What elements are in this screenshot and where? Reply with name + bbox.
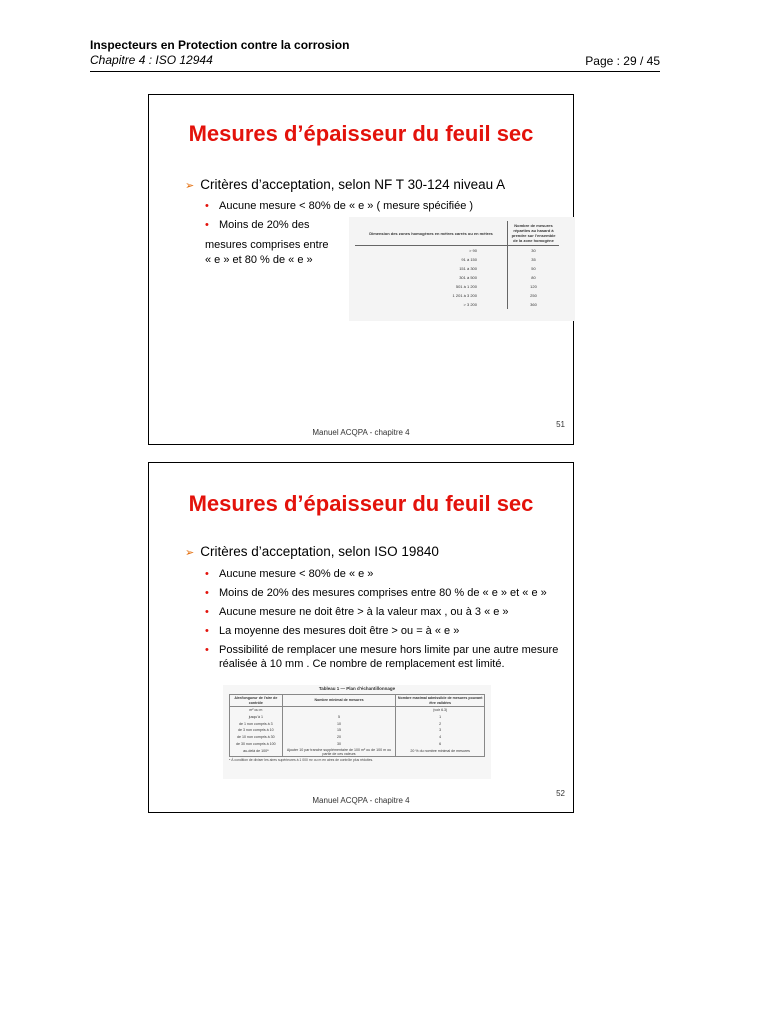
sub-bullet-text: La moyenne des mesures doit être > ou = à « e » [219,625,460,637]
sub-bullet-text: Moins de 20% des [219,219,310,231]
slide-51 [148,94,574,445]
sampling-plan-table [229,694,485,757]
sub-bullet [205,643,565,671]
table-cell: de 1 non compris à 3 [230,721,283,728]
table-cell: > 90 [355,246,508,256]
table-footnote: ᵃ À condition de diviser les aires supérieures à 1 000 m² ou m en aires de contrôle plus réduites. [229,757,374,762]
main-bullet [185,177,505,192]
table-cell: 2 [396,721,485,728]
slide-title: Mesures d’épaisseur du feuil sec [188,491,534,516]
document-title: Inspecteurs en Protection contre la corrosion [90,38,350,52]
table-cell: 1 [396,714,485,721]
bullet-dot-icon: • [205,644,209,656]
sub-bullet [205,586,565,600]
document-chapter: Chapitre 4 : ISO 12944 [90,53,213,67]
table-row [355,246,559,256]
bullet-dot-icon: • [205,606,209,618]
sub-bullet-text: Moins de 20% des mesures comprises entre 80 % de « e » et « e » [219,587,547,599]
table-cell: jusqu'à 1 [230,714,283,721]
table-cell: 120 [530,284,537,289]
scanned-table-image [349,217,575,321]
slide-number: 51 [556,420,565,429]
bullet-dot-icon: • [205,587,209,599]
table-cell: Ajouter 10 par tranche supplémentaire de 100 m² ou de 100 m ou partie de ces valeurs [282,748,396,757]
arrow-bullet-icon: ➢ [185,547,195,559]
sampling-table [355,221,559,309]
arrow-bullet-icon: ➢ [185,180,195,192]
table-header: Nombre minimal de mesures [282,695,396,707]
bullet-dot-icon: • [205,568,209,580]
table-cell: au-delà de 100ᵃ [230,748,283,757]
table-row [355,282,559,291]
slide-52 [148,462,574,813]
table-cell: 301 à 500 [355,273,508,282]
table-header: Nombre de mesures réparties au hasard à prendre sur l'ensemble de la zone homogène [508,221,560,246]
table-row [230,707,485,714]
sub-bullet-text: Aucune mesure < 80% de « e » [219,568,374,580]
sub-bullet-text: Aucune mesure ne doit être > à la valeur max , ou à 3 « e » [219,606,509,618]
table-row [230,748,485,757]
table-row [230,721,485,728]
sub-bullet-text: Possibilité de remplacer une mesure hors limite par une autre mesure réalisée à 10 mm . Ce nombre de remplacement est limité. [219,644,559,670]
table-row [230,734,485,741]
table-cell: m² ou m [230,707,283,714]
table-cell: 151 à 300 [355,264,508,273]
slide-footer: Manuel ACQPA - chapitre 4 [312,428,410,437]
table-cell: 15 [282,727,396,734]
table-cell: 20 % du nombre minimal de mesures [396,748,485,757]
bullet-dot-icon: • [205,625,209,637]
table-row [230,741,485,748]
continuation-line: « e » et 80 % de « e » [205,254,313,266]
table-cell: de 10 non compris à 30 [230,734,283,741]
table-cell [282,707,396,714]
table-row [355,300,559,309]
table-cell: 80 [531,275,536,280]
table-cell: (voir 6.3) [396,707,485,714]
table-row [355,255,559,264]
sub-bullet-continuation [205,238,329,268]
slide-footer: Manuel ACQPA - chapitre 4 [312,796,410,805]
page-header [90,38,660,67]
table-cell: de 30 non compris à 100 [230,741,283,748]
table-cell: 91 à 150 [355,255,508,264]
table-cell: 4 [396,734,485,741]
table-cell: 3 [396,727,485,734]
header-rule [90,71,660,72]
page-number: Page : 29 / 45 [585,54,660,68]
table-cell: 6 [396,741,485,748]
table-row [230,714,485,721]
bullet-dot-icon: • [205,219,209,231]
main-bullet [185,544,439,559]
table-cell: 1 201 à 3 200 [355,291,508,300]
table-cell: 20 [282,734,396,741]
table-header: Dimension des zones homogènes en mètres carrés ou en mètres [355,221,508,246]
continuation-line: mesures comprises entre [205,239,329,251]
sub-bullet-text: Aucune mesure < 80% de « e » ( mesure spécifiée ) [219,200,474,212]
slide-number: 52 [556,789,565,798]
table-header: Nombre maximal admissible de mesures pouvant être validées [396,695,485,707]
table-cell: 35 [531,257,536,262]
sub-bullet [205,199,545,213]
table-cell: 30 [282,741,396,748]
table-cell: 30 [531,248,536,253]
table-cell: 250 [530,293,537,298]
main-bullet-text: Critères d’acceptation, selon NF T 30-124 niveau A [200,177,506,192]
bullet-dot-icon: • [205,200,209,212]
table-header: Aire/longueur de l'aire de contrôle [230,695,283,707]
table-cell: 5 [282,714,396,721]
table-cell: 360 [530,302,537,307]
table-cell: > 3 200 [355,300,508,309]
table-cell: 10 [282,721,396,728]
sub-bullet [205,605,565,619]
scanned-table-image [223,685,491,779]
table-row [355,264,559,273]
slide-title: Mesures d’épaisseur du feuil sec [188,121,534,146]
table-cell: de 3 non compris à 10 [230,727,283,734]
table-cell: 501 à 1 200 [355,282,508,291]
table-row [355,273,559,282]
main-bullet-text: Critères d’acceptation, selon ISO 19840 [200,544,439,559]
sub-bullet [205,624,565,638]
table-cell: 50 [531,266,536,271]
table-row [355,291,559,300]
sub-bullet [205,567,565,581]
table-row [230,727,485,734]
table-caption: Tableau 1 — Plan d'échantillonnage [318,686,396,691]
sub-bullet-list [205,567,565,676]
